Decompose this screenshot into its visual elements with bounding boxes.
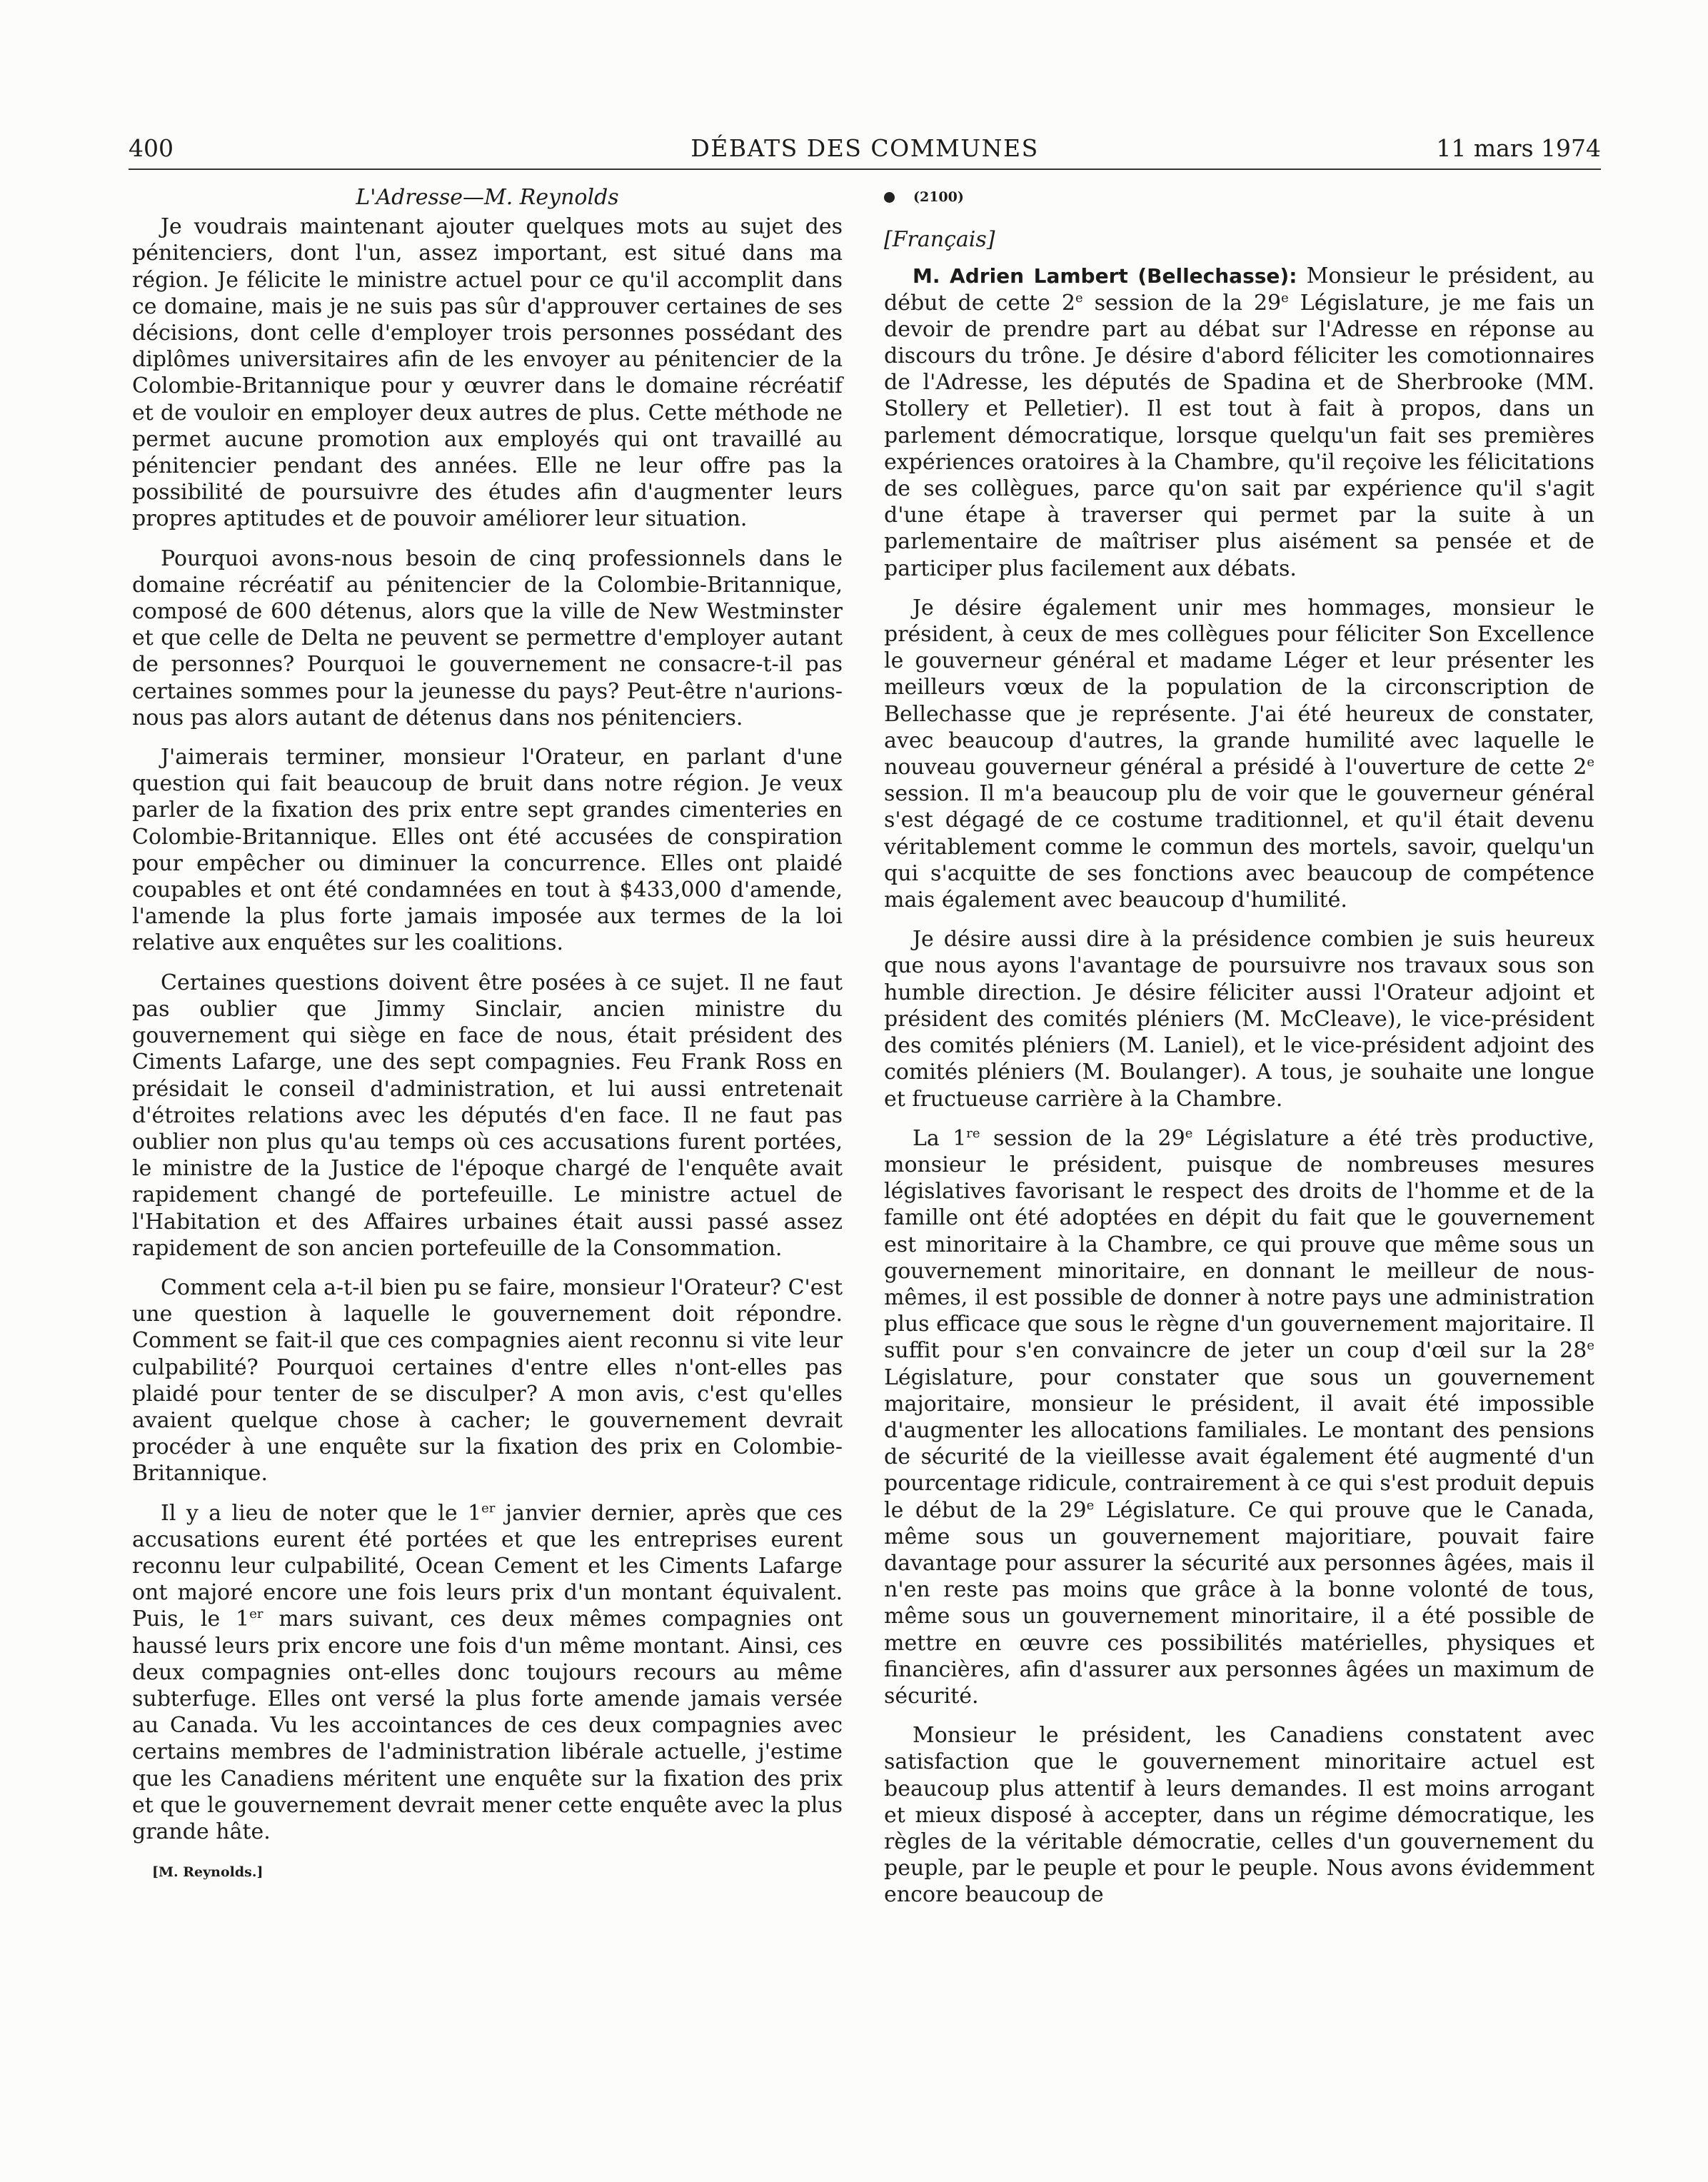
sitting-date: 11 mars 1974 <box>1436 134 1601 162</box>
timestamp-label: (2100) <box>913 189 964 205</box>
paragraph: Je désire aussi dire à la présidence combien je suis heureux que nous ayons l'avantage de poursuivre nos travaux sous son humble direction. Je désire féliciter aussi l'Orateur adjoint et président des comités pléniers (M. McCleave), le vice-président des comités pléniers (M. Laniel), et le vice-président adjoint des comités pléniers (M. Boulanger). A tous, je souhaite une longue et fructueuse carrière à la Chambre. <box>884 927 1594 1112</box>
bullet-icon <box>884 192 895 203</box>
page-number: 400 <box>129 134 174 162</box>
language-note: [Français] <box>884 227 995 253</box>
speech-opening <box>884 263 1594 581</box>
paragraph: Je désire également unir mes hommages, monsieur le président, à ceux de mes collègues pour féliciter Son Excellence le gouverneur général et madame Léger et leur présenter les meilleurs vœux de la population de la circonscription de Bellechasse que je représente. J'ai été heureux de constater, avec beaucoup d'autres, la grande humilité avec laquelle le nouveau gouverneur général a présidé à l'ouverture de cette 2e session. Il m'a beaucoup plu de voir que le gouverneur général s'est dégagé de ce costume traditionnel, et qu'il était devenu véritablement comme le commun des mortels, savoir, quelqu'un qui s'acquitte de ses fonctions avec beaucoup de compétence mais également avec beaucoup d'humilité. <box>884 595 1594 913</box>
paragraph: Monsieur le président, les Canadiens constatent avec satisfaction que le gouvernement minoritaire actuel est beaucoup plus attentif à leurs demandes. Il est moins arrogant et mieux disposé à accepter, dans un régime démocratique, les règles de la véritable démocratie, celles d'un gouvernement du peuple, par le peuple et pour le peuple. Nous avons évidemment encore beaucoup de <box>884 1723 1594 1908</box>
speaker-name: M. Adrien Lambert (Bellechasse): <box>913 264 1297 288</box>
running-head: L'Adresse—M. Reynolds <box>356 185 619 210</box>
paragraph-text: Monsieur le président, au début de cette 2e session de la 29e Législature, je me fais un devoir de prendre part au débat sur l'Adresse en réponse au discours du trône. Je désire d'abord féliciter les comotionnaires de l'Adresse, les députés de Spadina et de Sherbrooke (MM. Stollery et Pelletier). Il est tout à fait à propos, dans un parlement démocratique, lorsque quelqu'un fait ses premières expériences oratoires à la Chambre, qu'il reçoive les félicitations de ses collègues, parce qu'on sait par expérience qu'il s'agit d'une étape à traverser qui permet par la suite à un parlementaire de maîtriser plus aisément sa pensée et de participer plus facilement aux débats. <box>884 263 1594 581</box>
paragraph: Pourquoi avons-nous besoin de cinq professionnels dans le domaine récréatif au pénitencier de la Colombie-Britannique, composé de 600 détenus, alors que la ville de New Westminster et que celle de Delta ne peuvent se permettre d'employer autant de personnes? Pourquoi le gouvernement ne consacre-t-il pas certaines sommes pour la jeunesse du pays? Peut-être n'aurions-nous pas alors autant de détenus dans nos pénitenciers. <box>132 546 843 730</box>
paragraph: Je voudrais maintenant ajouter quelques mots au sujet des pénitenciers, dont l'un, assez important, est situé dans ma région. Je félicite le ministre actuel pour ce qu'il accomplit dans ce domaine, mais je ne suis pas sûr d'approuver certaines de ses décisions, dont celle d'employer trois personnes possédant des diplômes universitaires afin de les envoyer au pénitencier de la Colombie-Britannique pour y œuvrer dans le domaine récréatif et de vouloir en employer deux autres de plus. Cette méthode ne permet aucune promotion aux employés qui ont travaillé au pénitencier pendant des années. Elle ne leur offre pas la possibilité de poursuivre des études afin d'augmenter leurs propres aptitudes et de pouvoir améliorer leur situation. <box>132 214 843 532</box>
paragraph: Comment cela a-t-il bien pu se faire, monsieur l'Orateur? C'est une question à laquelle le gouvernement doit répondre. Comment se fait-il que ces compagnies aient reconnu si vite leur culpabilité? Pourquoi certaines d'entre elles n'ont-elles pas plaidé pour tenter de se disculper? A mon avis, c'est qu'elles avaient quelque chose à cacher; le gouvernement devrait procéder à une enquête sur la fixation des prix en Colombie-Britannique. <box>132 1274 843 1487</box>
paragraph: Il y a lieu de noter que le 1er janvier dernier, après que ces accusations eurent été portées et que les entreprises eurent reconnu leur culpabilité, Ocean Cement et les Ciments Lafarge ont majoré encore une fois leurs prix d'un montant équivalent. Puis, le 1er mars suivant, ces deux mêmes compagnies ont haussé leurs prix encore une fois d'un même montant. Ainsi, ces deux compagnies ont-elles donc toujours recours au même subterfuge. Elles ont versé la plus forte amende jamais versée au Canada. Vu les accointances de ces deux compagnies avec certains membres de l'administration libérale actuelle, j'estime que les Canadiens méritent une enquête sur la fixation des prix et que le gouvernement devrait mener cette enquête avec la plus grande hâte. <box>132 1500 843 1844</box>
speaker-tag: [M. Reynolds.] <box>152 1864 263 1881</box>
publication-title: DÉBATS DES COMMUNES <box>690 134 1039 162</box>
timestamp <box>884 184 1594 211</box>
paragraph: La 1re session de la 29e Législature a été très productive, monsieur le président, puisque de nombreuses mesures législatives favorisant le respect des droits de l'homme et de la famille ont été adoptées en dépit du fait que le gouvernement est minoritaire à la Chambre, ce qui prouve que même sous un gouvernement minoritaire, en donnant le meilleur de nous-mêmes, il est possible de donner à notre pays une administration plus efficace que sous le règne d'un gouvernement majoritaire. Il suffit pour s'en convaincre de jeter un coup d'œil sur la 28e Législature, pour constater que sous un gouvernement majoritaire, monsieur le président, il avait été impossible d'augmenter les allocations familiales. Le montant des pensions de sécurité de la vieillesse avait également été augmenté d'un pourcentage ridicule, contrairement à ce qui s'est produit depuis le début de la 29e Législature. Ce qui prouve que le Canada, même sous un gouvernement majoritiare, pouvait faire davantage pour assurer la sécurité aux personnes âgées, mais il n'en reste pas moins que grâce à la bonne volonté de tous, même sous un gouvernement minoritaire, il a été possible de mettre en œuvre ces possibilités matérielles, physiques et financières, afin d'assurer aux personnes âgées un maximum de sécurité. <box>884 1125 1594 1709</box>
page-header <box>129 134 1601 170</box>
paragraph: J'aimerais terminer, monsieur l'Orateur, en parlant d'une question qui fait beaucoup de bruit dans notre région. Je veux parler de la fixation des prix entre sept grandes cimenteries en Colombie-Britannique. Elles ont été accusées de conspiration pour empêcher ou diminuer la concurrence. Elles ont plaidé coupables et ont été condamnées en tout à $433,000 d'amende, l'amende la plus forte jamais imposée aux termes de la loi relative aux enquêtes sur les coalitions. <box>132 745 843 956</box>
paragraph: Certaines questions doivent être posées à ce sujet. Il ne faut pas oublier que Jimmy Sinclair, ancien ministre du gouvernement qui siège en face de nous, était président des Ciments Lafarge, une des sept compagnies. Feu Frank Ross en présidait le conseil d'administration, et lui aussi entretenait d'étroites relations avec les députés d'en face. Il ne faut pas oublier non plus qu'au temps où ces accusations furent portées, le ministre de la Justice de l'époque chargé de l'enquête avait rapidement changé de portefeuille. Le ministre actuel de l'Habitation et des Affaires urbaines était aussi passé assez rapidement de son ancien portefeuille de la Consommation. <box>132 970 843 1261</box>
right-column <box>884 184 1594 1921</box>
left-column <box>132 184 843 1886</box>
